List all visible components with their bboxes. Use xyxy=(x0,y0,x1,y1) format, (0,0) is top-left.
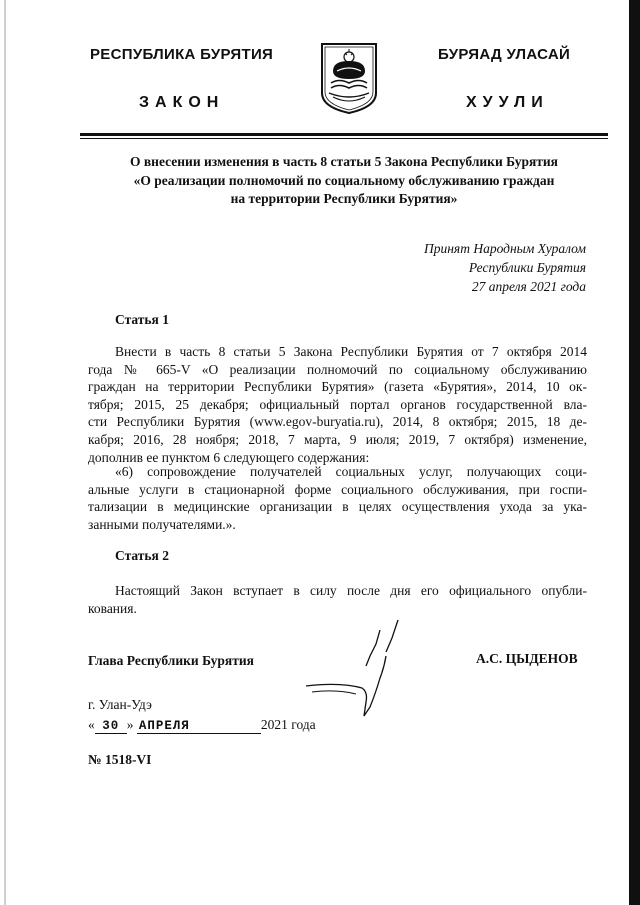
header-law-ru: ЗАКОН xyxy=(139,94,225,111)
header-republic-bua: БУРЯАД УЛАСАЙ xyxy=(438,46,571,63)
date-open-quote: « xyxy=(88,717,95,732)
signing-date xyxy=(88,717,316,734)
text-line: Настоящий Закон вступает в силу после дня его официального опубли- xyxy=(115,583,587,598)
text-line: сти Республики Бурятия (www.egov-buryatia.ru), 2014, 8 октября; 2015, 18 де- xyxy=(88,414,587,430)
text-line: занными получателями.». xyxy=(88,516,236,532)
text-line: года № 665-V «О реализации полномочий по социальному обслуживанию xyxy=(88,361,587,377)
header-republic-ru: РЕСПУБЛИКА БУРЯТИЯ xyxy=(90,46,274,63)
law-number: № 1518-VI xyxy=(88,752,152,767)
law-title-line: «О реализации полномочий по социальному обслуживанию граждан xyxy=(133,172,555,188)
adoption-note-line: Принят Народным Хуралом xyxy=(423,241,586,256)
signer-name: А.С. ЦЫДЕНОВ xyxy=(476,651,578,666)
coat-of-arms-icon xyxy=(319,41,379,115)
article-1-paragraph-2 xyxy=(88,463,587,533)
text-line: тализации в медицинские организации в целях осуществления ухода за ука- xyxy=(88,499,587,515)
header-rule-thick xyxy=(80,133,608,136)
text-line: тября; 2015, 25 декабря; официальный портал органов государственной вла- xyxy=(88,396,587,412)
text-line: Внести в часть 8 статьи 5 Закона Республики Бурятия от 7 октября 2014 xyxy=(115,344,587,359)
adoption-note-line: 27 апреля 2021 года xyxy=(471,279,586,294)
scan-left-edge xyxy=(4,0,6,905)
date-month: АПРЕЛЯ xyxy=(137,719,261,734)
adoption-note xyxy=(340,239,586,296)
text-line: альные услуги в стационарной форме социального обслуживания, при госпи- xyxy=(88,481,587,497)
date-year: 2021 года xyxy=(260,717,316,732)
law-title-line: на территории Республики Бурятия» xyxy=(230,191,458,206)
header-law-bua: ХУУЛИ xyxy=(466,94,549,111)
text-line: кования. xyxy=(88,600,137,616)
text-line: граждан на территории Республики Бурятия» (газета «Бурятия», 2014, 10 ок- xyxy=(88,379,587,395)
scan-right-edge xyxy=(629,0,640,905)
adoption-note-line: Республики Бурятия xyxy=(468,260,586,275)
article-1-heading: Статья 1 xyxy=(115,312,169,327)
city: г. Улан-Удэ xyxy=(88,697,152,712)
text-line: дополнив ее пунктом 6 следующего содержания: xyxy=(88,449,370,465)
date-close-quote: » xyxy=(126,717,134,732)
date-day: 30 xyxy=(95,719,127,734)
article-2-heading: Статья 2 xyxy=(115,548,169,563)
header-rule-thin xyxy=(80,138,608,139)
handwritten-signature xyxy=(300,612,410,737)
text-line: кабря; 2016, 28 ноября; 2018, 7 марта, 9 июля; 2019, 7 октября) изменение, xyxy=(88,431,587,447)
article-1-paragraph-1 xyxy=(88,343,587,466)
text-line: «6) сопровождение получателей социальных услуг, получающих соци- xyxy=(115,464,587,479)
law-title-line: О внесении изменения в часть 8 статьи 5 Закона Республики Бурятия xyxy=(130,154,558,169)
signer-title: Глава Республики Бурятия xyxy=(88,653,254,668)
law-title xyxy=(80,153,608,209)
